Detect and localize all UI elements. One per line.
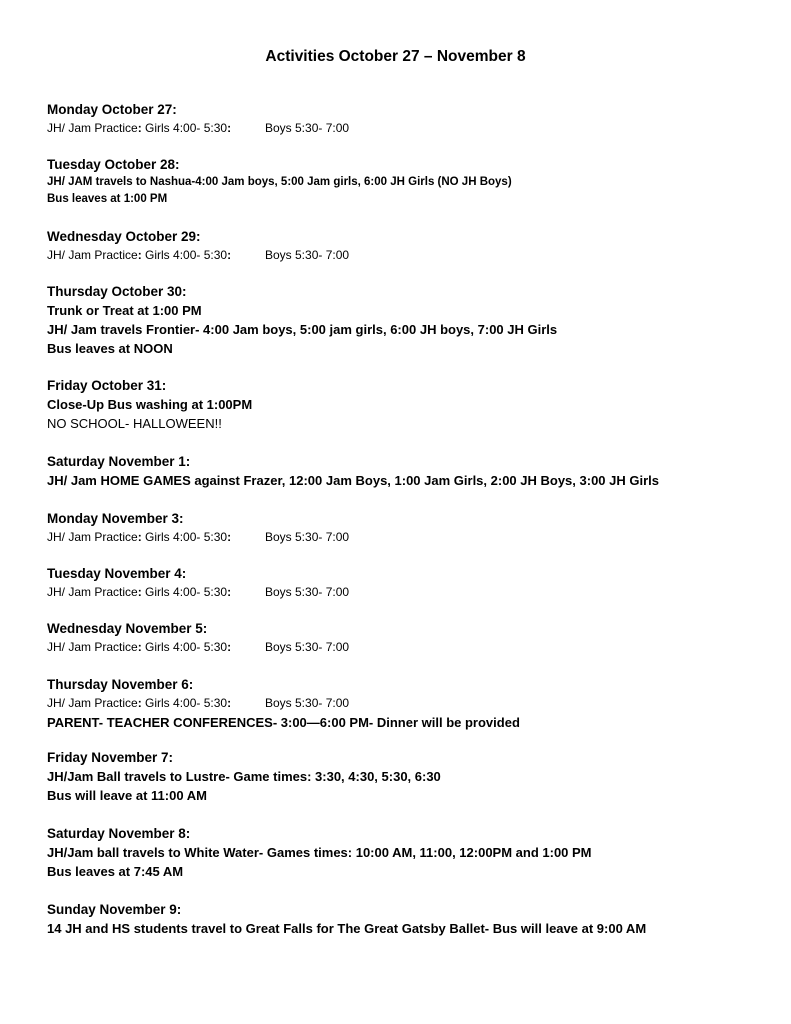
practice-label: JH/ Jam Practice [47, 640, 138, 654]
day-tue-oct28 [47, 155, 777, 208]
practice-girls: Girls 4:00- 5:30 [141, 585, 228, 599]
page-title: Activities October 27 – November 8 [265, 48, 526, 65]
practice-girls: Girls 4:00- 5:30 [141, 530, 228, 544]
event-line: PARENT- TEACHER CONFERENCES- 3:00—6:00 PM- Dinner will be provided [47, 715, 520, 730]
practice-label: JH/ Jam Practice [47, 248, 138, 262]
practice-girls: Girls 4:00- 5:30 [141, 696, 228, 710]
practice-boys: Boys 5:30- 7:00 [265, 530, 350, 544]
practice-label: JH/ Jam Practice [47, 530, 138, 544]
practice-boys: Boys 5:30- 7:00 [265, 121, 350, 135]
day-thu-nov6 [47, 675, 777, 732]
practice-line: JH/ Jam Practice: Girls 4:00- 5:30: Boys 5:30- 7:00 [47, 696, 350, 710]
day-sat-nov8 [47, 824, 777, 881]
day-heading: Sunday November 9: [47, 902, 182, 917]
day-thu-oct30 [47, 282, 777, 358]
event-line: JH/Jam ball travels to White Water- Games times: 10:00 AM, 11:00, 12:00PM and 1:00 PM [47, 845, 592, 860]
day-wed-nov5 [47, 619, 777, 657]
practice-label: JH/ Jam Practice [47, 121, 138, 135]
day-heading: Monday November 3: [47, 511, 184, 526]
bus-line: Bus leaves at 1:00 PM [47, 193, 168, 205]
practice-girls: Girls 4:00- 5:30 [141, 248, 228, 262]
practice-girls: Girls 4:00- 5:30 [141, 640, 228, 654]
event-line: JH/ JAM travels to Nashua-4:00 Jam boys, 5:00 Jam girls, 6:00 JH Girls (NO JH Boys) [47, 176, 512, 188]
practice-line: JH/ Jam Practice: Girls 4:00- 5:30: Boys 5:30- 7:00 [47, 585, 350, 599]
practice-boys: Boys 5:30- 7:00 [265, 696, 350, 710]
event-line: JH/Jam Ball travels to Lustre- Game times: 3:30, 4:30, 5:30, 6:30 [47, 769, 441, 784]
event-line: Trunk or Treat at 1:00 PM [47, 303, 202, 318]
day-sun-nov9 [47, 900, 777, 938]
day-heading: Saturday November 8: [47, 826, 191, 841]
event-line: JH/ Jam travels Frontier- 4:00 Jam boys, 5:00 jam girls, 6:00 JH boys, 7:00 JH Girls [47, 322, 558, 337]
practice-boys: Boys 5:30- 7:00 [265, 248, 350, 262]
practice-label: JH/ Jam Practice [47, 585, 138, 599]
day-heading: Saturday November 1: [47, 454, 191, 469]
day-mon-oct27 [47, 100, 777, 138]
bus-line: Bus leaves at NOON [47, 341, 173, 356]
day-heading: Thursday November 6: [47, 677, 194, 692]
event-line: NO SCHOOL- HALLOWEEN!! [47, 416, 222, 431]
day-fri-nov7 [47, 748, 777, 805]
practice-line: JH/ Jam Practice: Girls 4:00- 5:30: Boys 5:30- 7:00 [47, 530, 350, 544]
day-fri-oct31 [47, 376, 777, 433]
practice-boys: Boys 5:30- 7:00 [265, 640, 350, 654]
day-heading: Monday October 27: [47, 102, 177, 117]
practice-boys: Boys 5:30- 7:00 [265, 585, 350, 599]
day-heading: Tuesday October 28: [47, 157, 180, 172]
practice-line: JH/ Jam Practice: Girls 4:00- 5:30: Boys 5:30- 7:00 [47, 248, 350, 262]
day-mon-nov3 [47, 509, 777, 547]
practice-girls: Girls 4:00- 5:30 [141, 121, 228, 135]
practice-line: JH/ Jam Practice: Girls 4:00- 5:30: Boys 5:30- 7:00 [47, 121, 350, 135]
day-heading: Tuesday November 4: [47, 566, 187, 581]
bus-line: Bus leaves at 7:45 AM [47, 864, 184, 879]
day-heading: Friday October 31: [47, 378, 167, 393]
day-heading: Wednesday November 5: [47, 621, 208, 636]
event-line: Close-Up Bus washing at 1:00PM [47, 397, 253, 412]
day-heading: Wednesday October 29: [47, 229, 201, 244]
day-heading: Thursday October 30: [47, 284, 187, 299]
day-wed-oct29 [47, 227, 777, 265]
practice-line: JH/ Jam Practice: Girls 4:00- 5:30: Boys 5:30- 7:00 [47, 640, 350, 654]
event-line: 14 JH and HS students travel to Great Falls for The Great Gatsby Ballet- Bus will leave at 9:00 AM [47, 921, 647, 936]
day-sat-nov1 [47, 452, 777, 490]
practice-label: JH/ Jam Practice [47, 696, 138, 710]
bus-line: Bus will leave at 11:00 AM [47, 788, 207, 803]
day-tue-nov4 [47, 564, 777, 602]
day-heading: Friday November 7: [47, 750, 174, 765]
event-line: JH/ Jam HOME GAMES against Frazer, 12:00 Jam Boys, 1:00 Jam Girls, 2:00 JH Boys, 3:00 JH Girls [47, 473, 659, 488]
